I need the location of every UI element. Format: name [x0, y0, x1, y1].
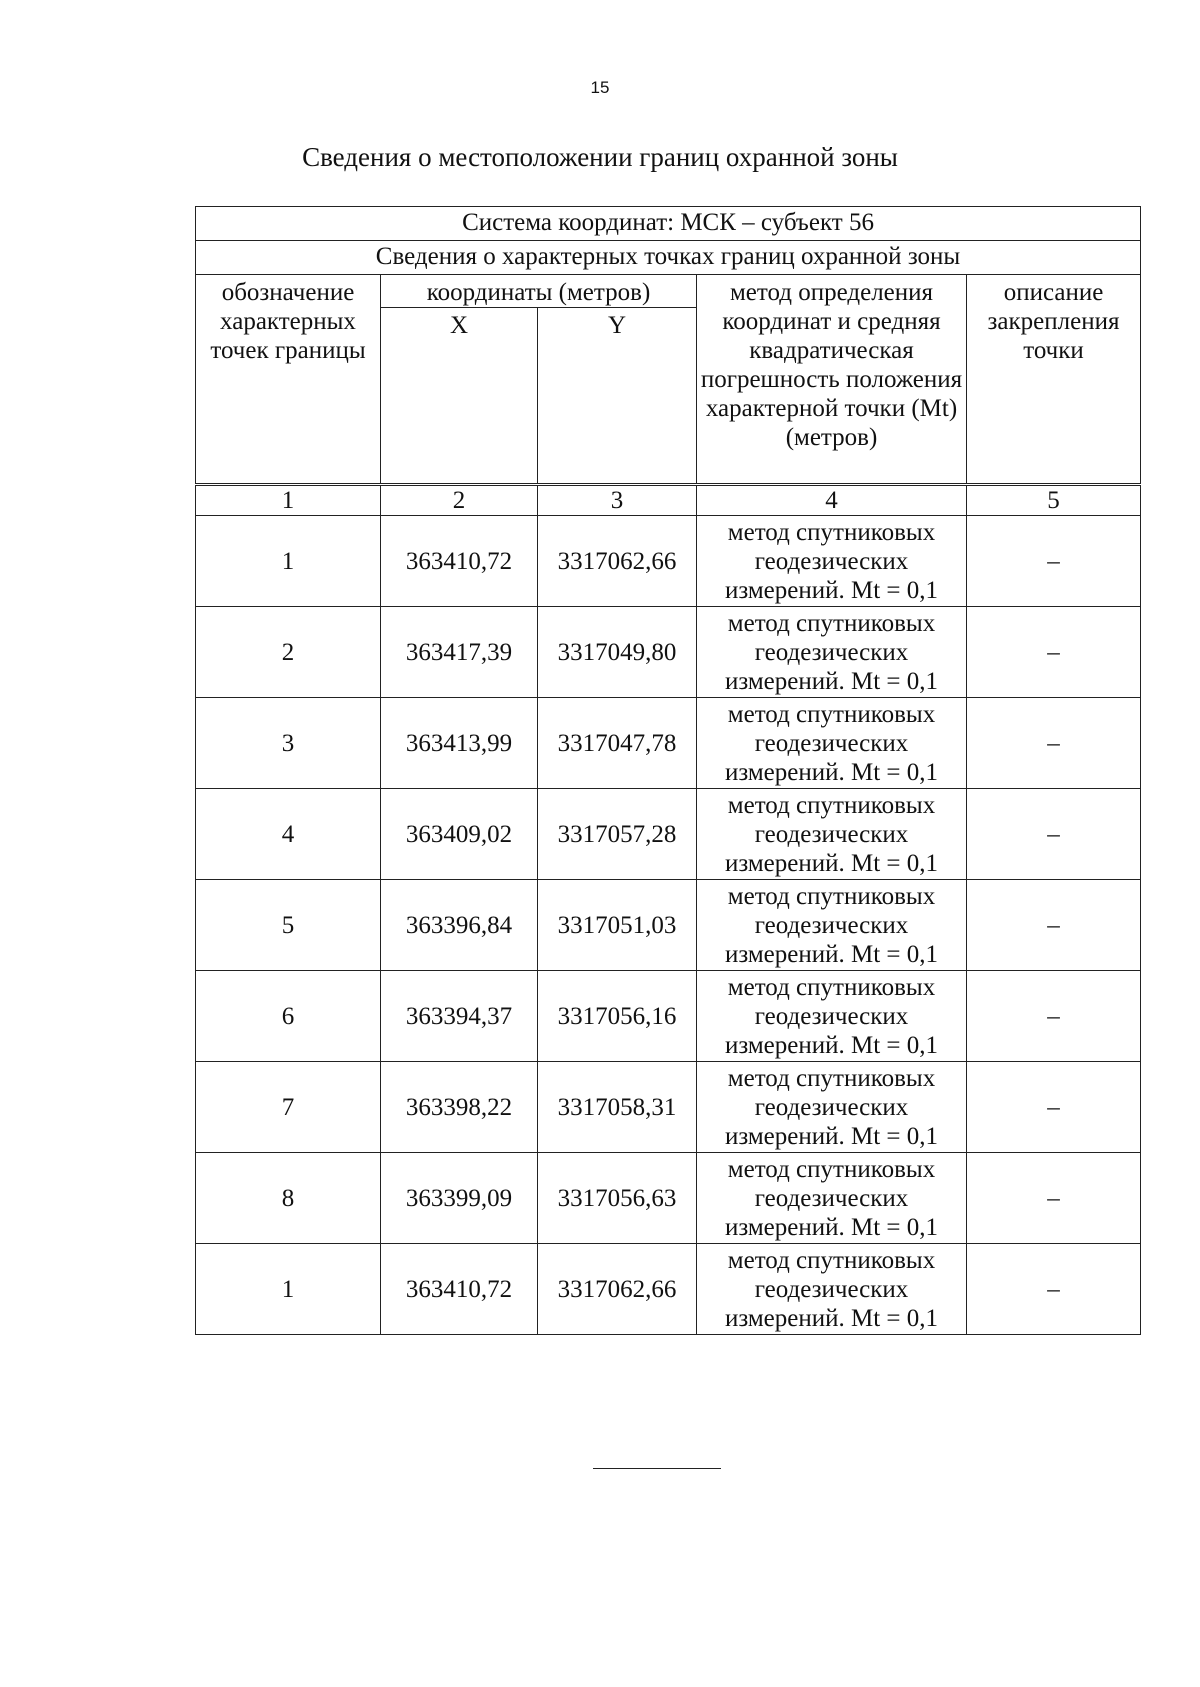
- method-cell: метод спутниковых геодезических измерений. Mt = 0,1: [697, 1062, 967, 1153]
- point-cell: 2: [196, 607, 381, 698]
- description-cell: –: [967, 1062, 1141, 1153]
- footer-rule: [593, 1468, 721, 1469]
- x-coordinate-cell: 363417,39: [381, 607, 538, 698]
- table-row: [196, 971, 1141, 1062]
- description-cell: –: [967, 1153, 1141, 1244]
- x-coordinate-cell: 363398,22: [381, 1062, 538, 1153]
- method-cell: метод спутниковых геодезических измерений. Mt = 0,1: [697, 516, 967, 607]
- method-cell: метод спутниковых геодезических измерений. Mt = 0,1: [697, 1244, 967, 1335]
- col-header-y: Y: [538, 308, 697, 485]
- document-title: Сведения о местоположении границ охранной зоны: [302, 142, 898, 172]
- table-row: [196, 880, 1141, 971]
- x-coordinate-cell: 363394,37: [381, 971, 538, 1062]
- column-number: 4: [697, 485, 967, 516]
- y-coordinate-cell: 3317051,03: [538, 880, 697, 971]
- x-coordinate-cell: 363413,99: [381, 698, 538, 789]
- column-number: 3: [538, 485, 697, 516]
- description-cell: –: [967, 698, 1141, 789]
- point-cell: 1: [196, 1244, 381, 1335]
- x-coordinate-cell: 363399,09: [381, 1153, 538, 1244]
- coordinates-table: [195, 206, 1141, 1335]
- header-row-section: [196, 241, 1141, 275]
- method-cell: метод спутниковых геодезических измерений. Mt = 0,1: [697, 698, 967, 789]
- coord-system-cell: Система координат: МСК – субъект 56: [196, 207, 1141, 241]
- table-row: [196, 1244, 1141, 1335]
- y-coordinate-cell: 3317049,80: [538, 607, 697, 698]
- method-cell: метод спутниковых геодезических измерений. Mt = 0,1: [697, 1153, 967, 1244]
- page-number: 15: [590, 78, 610, 97]
- table-row: [196, 607, 1141, 698]
- table-row: [196, 516, 1141, 607]
- column-number: 2: [381, 485, 538, 516]
- description-cell: –: [967, 1244, 1141, 1335]
- method-cell: метод спутниковых геодезических измерений. Mt = 0,1: [697, 971, 967, 1062]
- table-row: [196, 698, 1141, 789]
- method-cell: метод спутниковых геодезических измерений. Mt = 0,1: [697, 880, 967, 971]
- col-header-coords: координаты (метров): [381, 275, 697, 308]
- x-coordinate-cell: 363410,72: [381, 1244, 538, 1335]
- column-number: 5: [967, 485, 1141, 516]
- description-cell: –: [967, 789, 1141, 880]
- method-cell: метод спутниковых геодезических измерений. Mt = 0,1: [697, 607, 967, 698]
- x-coordinate-cell: 363396,84: [381, 880, 538, 971]
- y-coordinate-cell: 3317057,28: [538, 789, 697, 880]
- table-row: [196, 1062, 1141, 1153]
- table-row: [196, 1153, 1141, 1244]
- method-cell: метод спутниковых геодезических измерений. Mt = 0,1: [697, 789, 967, 880]
- table-body: [196, 207, 1141, 1335]
- y-coordinate-cell: 3317062,66: [538, 516, 697, 607]
- header-row-coord-system: [196, 207, 1141, 241]
- point-cell: 6: [196, 971, 381, 1062]
- y-coordinate-cell: 3317056,63: [538, 1153, 697, 1244]
- point-cell: 5: [196, 880, 381, 971]
- col-header-desc: описание закрепления точки: [967, 275, 1141, 485]
- y-coordinate-cell: 3317062,66: [538, 1244, 697, 1335]
- y-coordinate-cell: 3317047,78: [538, 698, 697, 789]
- point-cell: 8: [196, 1153, 381, 1244]
- y-coordinate-cell: 3317058,31: [538, 1062, 697, 1153]
- column-numbers-row: [196, 485, 1141, 516]
- col-header-method: метод определения координат и средняя квадратическая погрешность положения характерной точки (Mt) (метров): [697, 275, 967, 485]
- x-coordinate-cell: 363410,72: [381, 516, 538, 607]
- description-cell: –: [967, 971, 1141, 1062]
- table-row: [196, 789, 1141, 880]
- description-cell: –: [967, 516, 1141, 607]
- point-cell: 7: [196, 1062, 381, 1153]
- col-header-point: обозначение характерных точек границы: [196, 275, 381, 485]
- x-coordinate-cell: 363409,02: [381, 789, 538, 880]
- point-cell: 4: [196, 789, 381, 880]
- description-cell: –: [967, 880, 1141, 971]
- y-coordinate-cell: 3317056,16: [538, 971, 697, 1062]
- column-number: 1: [196, 485, 381, 516]
- point-cell: 1: [196, 516, 381, 607]
- point-cell: 3: [196, 698, 381, 789]
- col-header-x: X: [381, 308, 538, 485]
- description-cell: –: [967, 607, 1141, 698]
- header-row-columns: [196, 275, 1141, 308]
- section-title-cell: Сведения о характерных точках границ охранной зоны: [196, 241, 1141, 275]
